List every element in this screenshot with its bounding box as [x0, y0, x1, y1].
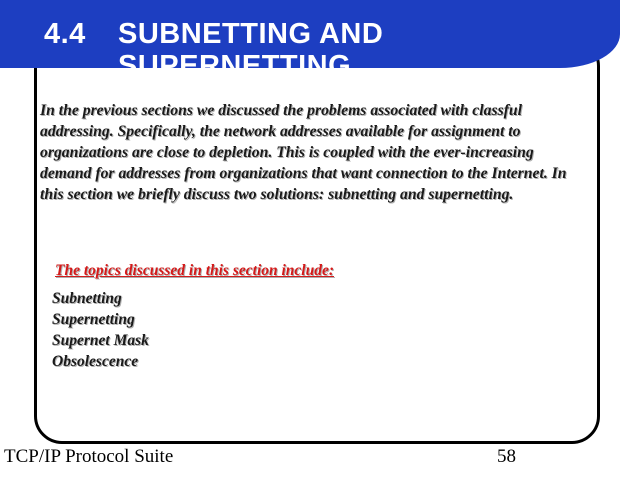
topic-item: Obsolescence: [52, 353, 139, 370]
topics-heading: The topics discussed in this section include:: [55, 262, 335, 279]
title-line-1: SUBNETTING AND: [118, 18, 384, 50]
topic-item: Subnetting: [52, 290, 122, 307]
topic-item: Supernet Mask: [52, 332, 149, 349]
title-line-2: SUPERNETTING: [118, 50, 352, 82]
content-frame: [34, 38, 600, 444]
intro-paragraph: In the previous sections we discussed the problems associated with classful addressing. Specifically, the network addresses available for assignment to organizations are close to depletion. This is coupled with the ever-increasing demand for addresses from organizations that want connection to the Internet. In this section we briefly discuss two solutions: subnetting and supernetting.: [40, 102, 567, 203]
section-number: 4.4: [44, 18, 86, 50]
footer-book-title: TCP/IP Protocol Suite: [4, 446, 174, 467]
topics-list: [52, 288, 149, 372]
topic-item: Supernetting: [52, 311, 135, 328]
footer-page-number: 58: [497, 446, 516, 467]
